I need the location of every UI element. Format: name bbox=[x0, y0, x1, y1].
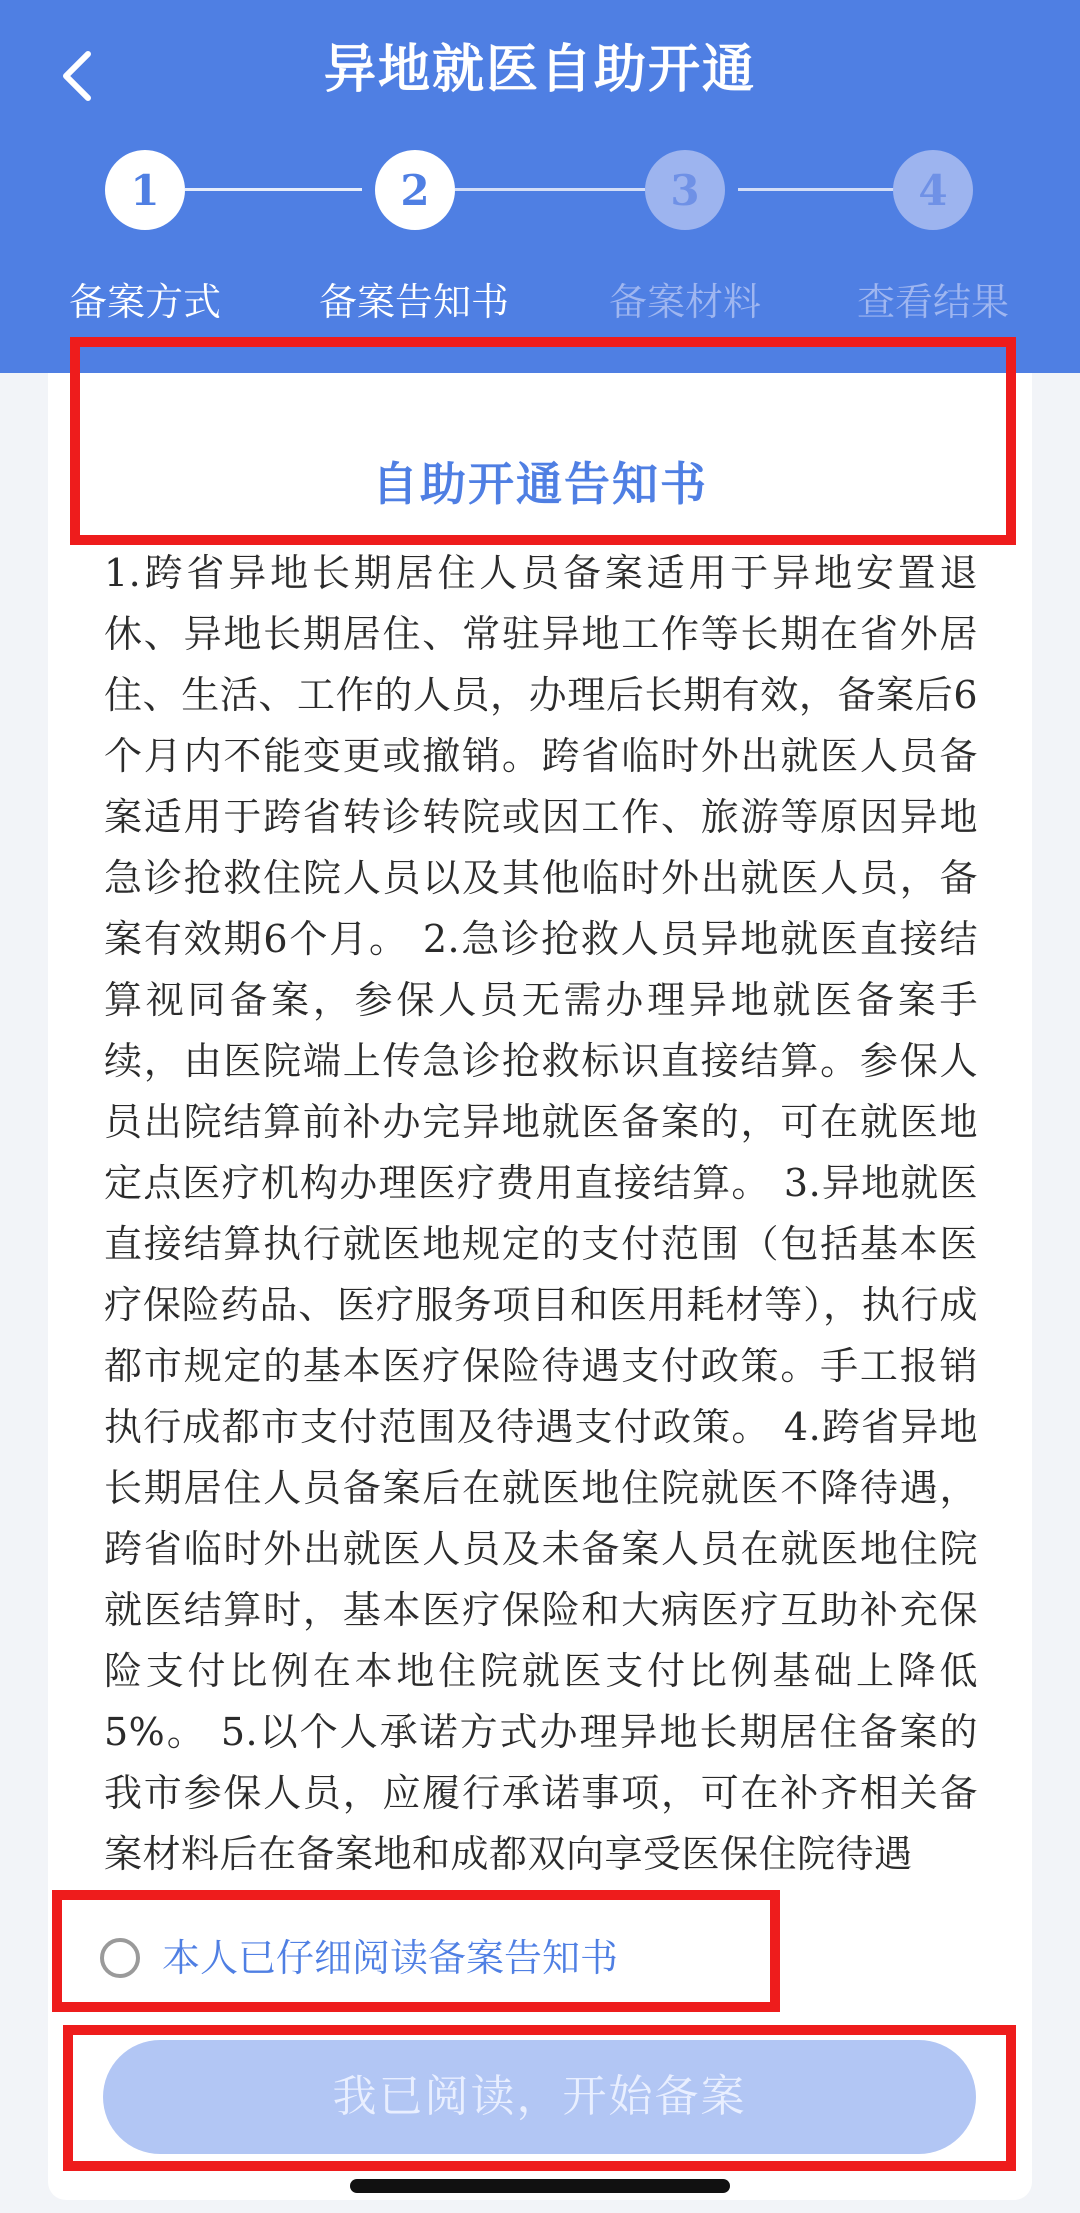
step-4-label: 查看结果 bbox=[856, 280, 1009, 324]
start-filing-button[interactable]: 我已阅读，开始备案 bbox=[103, 2040, 976, 2154]
page-title: 异地就医自助开通 bbox=[323, 40, 756, 100]
step-2-circle: 2 bbox=[375, 150, 455, 230]
notice-title: 自助开通告知书 bbox=[372, 457, 708, 511]
step-3-label: 备案材料 bbox=[608, 280, 761, 324]
step-2-label: 备案告知书 bbox=[318, 280, 509, 324]
agreement-label[interactable]: 本人已仔细阅读备案告知书 bbox=[162, 1936, 619, 1980]
notice-body[interactable]: 1.跨省异地长期居住人员备案适用于异地安置退休、异地长期居住、常驻异地工作等长期在省外居住、生活、工作的人员，办理后长期有效，备案后6个月内不能变更或撤销。跨省临时外出就医人员备案适用于跨省转诊转院或因工作、旅游等原因异地急诊抢救住院人员以及其他临时外出就医人员，备案有效期6个月。 2.急诊抢救人员异地就医直接结算视同备案，参保人员无需办理异地就医备案手续，由医院端上传急诊抢救标识直接结算。参保人员出院结算前补办完异地就医备案的，可在就医地定点医疗机构办理医疗费用直接结算。 3.异地就医直接结算执行就医地规定的支付范围（包括基本医疗保险药品、医疗服务项目和医用耗材等），执行成都市规定的基本医疗保险待遇支付政策。手工报销执行成都市支付范围及待遇支付政策。 4.跨省异地长期居住人员备案后在就医地住院就医不降待遇，跨省临时外出就医人员及未备案人员在就医地住院就医结算时，基本医疗保险和大病医疗互助补充保险支付比例在本地住院就医支付比例基础上降低5%。 5.以个人承诺方式办理异地长期居住备案的我市参保人员，应履行承诺事项，可在补齐相关备案材料后在备案地和成都双向享受医保住院待遇 bbox=[104, 551, 978, 1876]
home-indicator[interactable] bbox=[350, 2179, 730, 2193]
step-4-circle: 4 bbox=[893, 150, 973, 230]
header-bar bbox=[0, 0, 1080, 373]
step-connector-1-2 bbox=[185, 188, 362, 191]
step-connector-2-3 bbox=[455, 188, 645, 191]
radio-unchecked-icon[interactable] bbox=[100, 1938, 140, 1978]
step-connector-3-4 bbox=[738, 188, 894, 191]
agreement-checkbox[interactable] bbox=[100, 1930, 618, 1986]
step-1-label: 备案方式 bbox=[68, 280, 221, 324]
step-1-circle: 1 bbox=[105, 150, 185, 230]
step-3-circle: 3 bbox=[645, 150, 725, 230]
